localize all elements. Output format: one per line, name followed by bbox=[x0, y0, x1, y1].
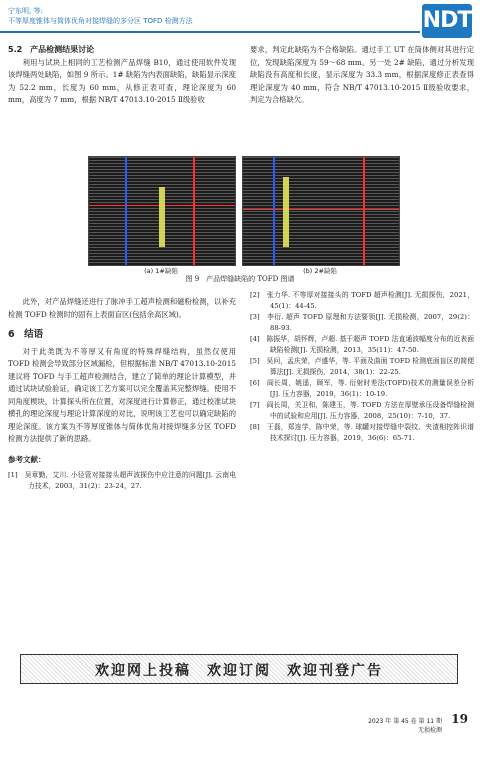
journal-name: 无损检测 bbox=[417, 727, 442, 734]
issue-volume: 2023 年 第 45 卷 第 11 期 bbox=[368, 718, 442, 725]
reference-item: [8] 王磊，郑连学，陈中荣，等. 球罐对接焊缝中裂纹、夹渣相控阵识谱技术探讨[J]. 压力容器，2019，36(6)：65-71. bbox=[250, 423, 474, 442]
section-5-2-continued bbox=[250, 44, 474, 107]
header-rule bbox=[0, 31, 420, 33]
reference-item: [5] 吴问，孟庆荣，卢盛华，等. 平面及曲面 TOFD 检测底面盲区的简便算法[J]. 无损探伤，2014，38(1)：22-25. bbox=[250, 357, 474, 376]
reference-item: [7] 阎长周，关卫和，陈建玉，等. TOFD 方法在厚壁承压设备焊缝检测中的试验和应用[J]. 压力容器，2008，25(10)：7-10，37. bbox=[250, 401, 474, 420]
reference-item: [6] 阎长周，姚遥，顾军，等. 衍射时差法(TOFD)技术的测量误差分析[J]. 压力容器，2019，36(1)：10-19. bbox=[250, 379, 474, 398]
paragraph: 要求，判定此缺陷为不合格缺陷。通过手工 UT 在筒体侧对其进行定位，发现缺陷深度为 59～68 mm。另一处 2# 缺陷，通过分析发现缺陷没有高度和长度，显示深度为 33.3 mm，根据深度修正表查得理论深度为 40 mm，符合 NB/T 47013.10-2015 Ⅱ级验收要求，判定为合格缺欠。 bbox=[250, 45, 474, 104]
page-number: 19 bbox=[451, 712, 468, 726]
left-column-bottom bbox=[8, 296, 236, 492]
tofd-image-defect-2 bbox=[242, 156, 400, 266]
paragraph: 对于此类既为不等厚又有角度的特殊焊缝结构，虽然仅使用 TOFD 检测会导致部分区域漏检，但根据标准 NB/T 47013.10-2015 建议将 TOFD 与手工超声检测结合，建立了简单的理论计算模型，并通过试块试验验证，确定该工艺方案可以完全覆盖其完整焊缝。使用不同角度楔块，计算探头所在位置，对深度进行计算修正，通过校准试块横孔的理论深度与理论计算深度的对比，说明该工艺也可以确定缺陷的理论深度。该方案为不等厚度锥体与简体优角对接焊缝多分区 TOFD 检测方法提供了新的思路。 bbox=[8, 346, 236, 443]
reference-list bbox=[250, 290, 474, 444]
header-title: 不等厚度锥体与简体优角对接焊缝的多分区 TOFD 检测方法 bbox=[8, 17, 193, 25]
reference-item: [1] 吴章勤，艾川. 小径管对接接头超声波探伤中应注意的问题[J]. 云南电力技术，2003，31(2)：23-24，27. bbox=[8, 471, 236, 490]
section-5-2 bbox=[8, 44, 236, 107]
caption-a: (a) 1#缺陷 bbox=[144, 267, 178, 275]
banner-text: 欢迎网上投稿 欢迎订阅 欢迎刊登广告 bbox=[95, 663, 383, 679]
issue-info bbox=[368, 717, 442, 735]
advertisement-banner bbox=[20, 654, 458, 684]
figure-9 bbox=[8, 156, 472, 284]
paragraph: 利用与试块上相同的工艺检测产品焊缝 B10，通过使用软件发现该焊缝两处缺陷，如图 9 所示。1# 缺陷为内表面缺陷，缺陷显示深度为 52.2 mm，长度为 60 mm，从修正表可查，理论深度为 60 mm，高度为 7 mm，根据 NB/T 47013.10-2015 Ⅱ级验收 bbox=[8, 57, 236, 104]
section-heading: 6 结语 bbox=[8, 329, 44, 340]
references-title: 参考文献： bbox=[8, 454, 46, 464]
reference-item: [3] 李衍. 超声 TOFD 原理和方法要领[J]. 无损检测，2007，29(2)：88-93. bbox=[250, 313, 474, 332]
header-authors: 宁东明, 等: bbox=[8, 7, 43, 15]
reference-item: [2] 张力华. 不等厚对接接头的 TOFD 超声检测[J]. 无损探伤，2021，45(1)：44-45. bbox=[250, 291, 474, 310]
section-heading: 5.2 产品检测结果讨论 bbox=[8, 45, 95, 54]
tofd-image-defect-1 bbox=[88, 156, 236, 266]
page-header bbox=[0, 0, 480, 40]
reference-item: [4] 陈振华，胡怀辉，卢超. 基于超声 TOFD 法直通波幅度分布的近表面缺陷检测[J]. 无损检测，2013，35(11)：47-50. bbox=[250, 335, 474, 354]
paragraph: 此外，对产品焊缝还进行了脉冲手工超声检测和磁粉检测，以补充检测 TOFD 检测时的固有上表面盲区(包括余高区域)。 bbox=[8, 297, 236, 319]
journal-logo: NDT bbox=[422, 4, 472, 38]
figure-caption: 图 9 产品焊缝缺陷的 TOFD 图谱 bbox=[185, 275, 295, 283]
caption-b: (b) 2#缺陷 bbox=[303, 267, 337, 275]
